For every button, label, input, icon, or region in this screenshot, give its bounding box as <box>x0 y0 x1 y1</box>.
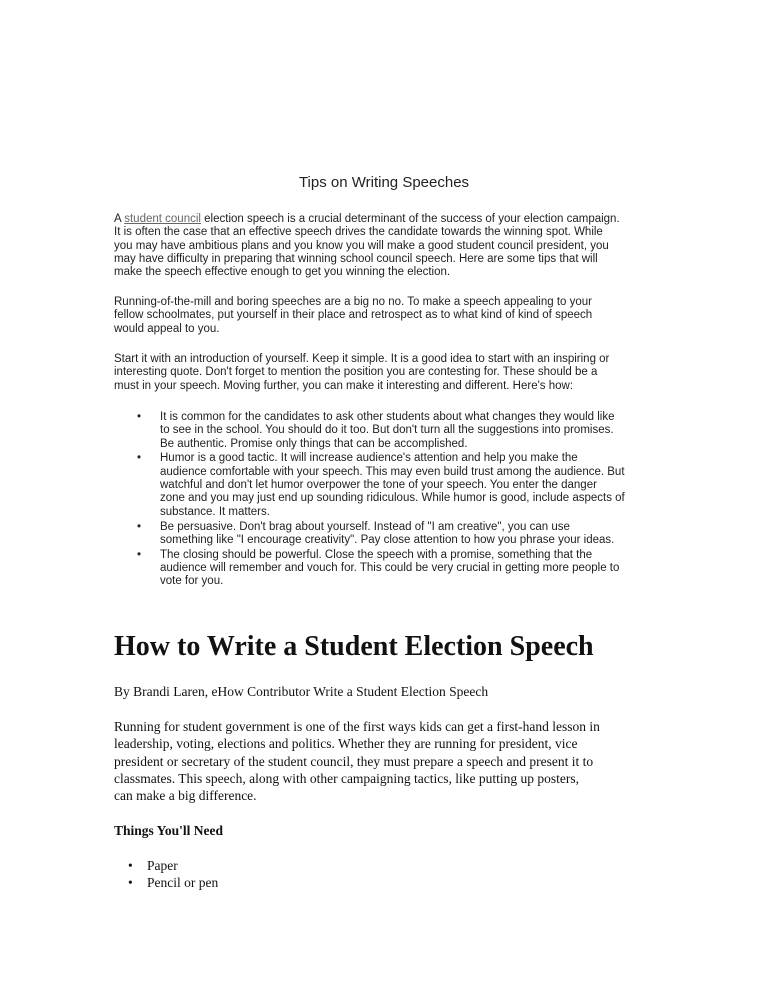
text: election speech is a crucial determinant of the success of your election campaign. <box>200 213 620 225</box>
text-line: Be persuasive. Don't brag about yourself. Instead of "I am creative", you can use <box>160 520 570 533</box>
things-needed-list <box>114 857 218 892</box>
things-needed-heading: Things You'll Need <box>114 823 224 838</box>
text-line: classmates. This speech, along with other campaigning tactics, like putting up posters, <box>114 770 580 786</box>
text-line: must in your speech. Moving further, you can make it interesting and different. Here's how: <box>114 379 574 392</box>
list-item <box>114 521 625 548</box>
article-byline: By Brandi Laren, eHow Contributor Write a Student Election Speech <box>114 684 489 699</box>
text-line: zone and you may just end up sounding ridiculous. While humor is good, include aspects of <box>160 492 625 505</box>
text-line: Humor is a good tactic. It will increase audience's attention and help you make the <box>160 452 578 465</box>
text-line: interesting quote. Don't forget to mention the position you are contesting for. These should be a <box>114 366 598 379</box>
list-item <box>114 857 218 874</box>
text-line: substance. It matters. <box>160 505 270 518</box>
text-line: make the speech effective enough to get you winning the election. <box>114 266 451 279</box>
student-council-link[interactable]: student council <box>124 213 201 225</box>
text-line: Start it with an introduction of yourself. Keep it simple. It is a good idea to start with an inspiring or <box>114 353 610 365</box>
text-line: can make a big difference. <box>114 788 257 804</box>
list-item <box>114 549 625 589</box>
text-line: watchful and don't let humor overpower the tone of your speech. You enter the danger <box>160 479 597 492</box>
tips-paragraph-3 <box>114 353 609 393</box>
text-line: Running-of-the-mill and boring speeches are a big no no. To make a speech appealing to your <box>114 296 592 308</box>
bullet-icon: • <box>128 858 133 873</box>
list-item <box>114 874 218 891</box>
text-line: audience comfortable with your speech. This may even build trust among the audience. But <box>160 465 625 478</box>
text-line: Be authentic. Promise only things that can be accomplished. <box>160 437 468 450</box>
text-line: It is often the case that an effective speech drives the candidate towards the winning spot. While <box>114 226 603 239</box>
text-line: vote for you. <box>160 575 224 588</box>
list-item-text: Pencil or pen <box>147 875 219 891</box>
bullet-icon: • <box>137 548 142 561</box>
text-line: The closing should be powerful. Close the speech with a promise, something that the <box>160 548 593 561</box>
tips-bullet-list <box>114 411 625 590</box>
text-line: audience will remember and vouch for. This could be very crucial in getting more people to <box>160 562 620 575</box>
text-line <box>114 213 620 226</box>
tips-title: Tips on Writing Speeches <box>298 174 470 191</box>
text-line: may have difficulty in preparing that winning school council speech. Here are some tips that will <box>114 252 598 265</box>
text-line: It is common for the candidates to ask other students about what changes they would like <box>160 411 615 423</box>
tips-paragraph-1 <box>114 213 620 279</box>
text-line: leadership, voting, elections and politics. Whether they are running for president, vice <box>114 736 578 752</box>
bullet-icon: • <box>128 875 133 891</box>
list-item <box>114 452 625 518</box>
text-line: Running for student government is one of the first ways kids can get a first-hand lesson in <box>114 719 600 734</box>
article-intro <box>114 718 600 804</box>
article-heading: How to Write a Student Election Speech <box>114 631 594 662</box>
bullet-icon: • <box>137 452 142 465</box>
list-item-text: Paper <box>147 858 178 873</box>
text: A <box>114 213 125 225</box>
text-line: fellow schoolmates, put yourself in their place and retrospect as to what kind of kind of speech <box>114 309 593 322</box>
text-line: you may have ambitious plans and you know you will make a good student council president, you <box>114 239 609 252</box>
tips-paragraph-2 <box>114 296 592 336</box>
list-item <box>114 411 625 451</box>
bullet-icon: • <box>137 520 142 533</box>
text-line: president or secretary of the student council, they must prepare a speech and present it to <box>114 753 594 769</box>
bullet-icon: • <box>137 411 142 423</box>
text-line: something like "I encourage creativity". Pay close attention to how you phrase your ideas. <box>160 533 615 546</box>
text-line: to see in the school. You should do it too. But don't turn all the suggestions into promises. <box>160 424 614 437</box>
text-line: would appeal to you. <box>114 322 220 335</box>
